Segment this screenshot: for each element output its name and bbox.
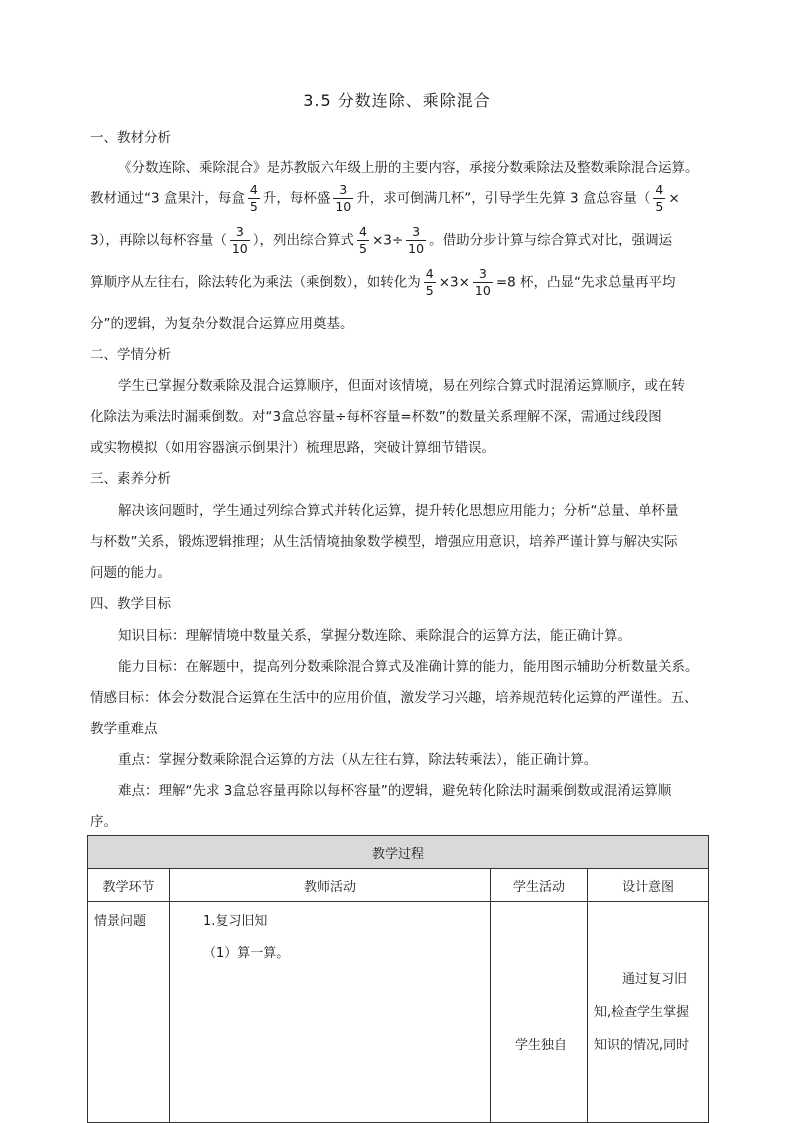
text-fragment: 3），再除以每杯容量（ bbox=[90, 232, 227, 249]
section-heading-materials: 一、教材分析 bbox=[90, 130, 171, 146]
fraction bbox=[230, 224, 250, 257]
intent-text: 知,检查学生掌握 bbox=[594, 1005, 690, 1020]
table-cell-stage bbox=[88, 902, 170, 1123]
paragraph-line: 重点：掌握分数乘除混合运算的方法（从左往右算，除法转乘法），能正确计算。 bbox=[118, 752, 598, 768]
denominator: 10 bbox=[408, 241, 425, 256]
paragraph-line: 化除法为乘法时漏乘倒数。对“3盒总容量÷每杯容量=杯数”的数量关系理解不深，需通过线段图 bbox=[90, 409, 662, 425]
text-fragment: × bbox=[668, 190, 680, 207]
section-heading-goals: 四、教学目标 bbox=[90, 596, 171, 612]
section-heading-literacy: 三、素养分析 bbox=[90, 471, 171, 487]
text-fragment: ×3÷ bbox=[371, 232, 404, 249]
table-caption: 教学过程 bbox=[88, 836, 709, 869]
intent-text: 通过复习旧 bbox=[622, 972, 688, 987]
text-fragment: 算顺序从左往右，除法转化为乘法（乘倒数），如转化为 bbox=[90, 274, 421, 291]
fraction bbox=[653, 182, 665, 215]
paragraph-line: 知识目标：理解情境中数量关系，掌握分数连除、乘除混合的运算方法，能正确计算。 bbox=[118, 628, 631, 644]
numerator: 3 bbox=[406, 224, 426, 241]
paragraph-line: 问题的能力。 bbox=[90, 565, 171, 581]
denominator: 10 bbox=[335, 199, 352, 214]
denominator: 10 bbox=[474, 283, 491, 298]
text-fragment: 升，每杯盛 bbox=[262, 190, 331, 207]
denominator: 5 bbox=[359, 241, 367, 256]
paragraph-line: 或实物模拟（如用容器演示倒果汁）梳理思路，突破计算细节错误。 bbox=[90, 440, 495, 456]
fraction bbox=[357, 224, 369, 257]
column-header: 教学环节 bbox=[88, 869, 170, 902]
paragraph-line: 《分数连除、乘除混合》是苏教版六年级上册的主要内容，承接分数乘除法及整数乘除混合运算。 bbox=[118, 160, 699, 176]
table-cell-teacher bbox=[170, 902, 491, 1123]
fraction bbox=[248, 182, 260, 215]
paragraph-line bbox=[90, 266, 676, 299]
paragraph-line bbox=[90, 182, 680, 215]
table-cell-intent bbox=[588, 902, 709, 1123]
numerator: 3 bbox=[473, 266, 493, 283]
numerator: 4 bbox=[359, 224, 367, 239]
numerator: 3 bbox=[230, 224, 250, 241]
text-fragment: ×3× bbox=[438, 274, 470, 291]
text-fragment: 升，求可倒满几杯”，引导学生先算 3 盒总容量（ bbox=[356, 190, 651, 207]
column-header: 设计意图 bbox=[588, 869, 709, 902]
teacher-text: （1）算一算。 bbox=[203, 946, 290, 961]
numerator: 4 bbox=[655, 182, 664, 197]
text-fragment: =8 杯，凸显“先求总量再平均 bbox=[495, 274, 676, 291]
paragraph-line: 难点：理解“先求 3盒总容量再除以每杯容量”的逻辑，避免转化除法时漏乘倒数或混淆运算顺 bbox=[118, 783, 672, 799]
paragraph-line: 情感目标：体会分数混合运算在生活中的应用价值，激发学习兴趣，培养规范转化运算的严谨性。五、 bbox=[90, 690, 698, 706]
student-text: 学生独自 bbox=[515, 1038, 568, 1053]
teacher-text: 1.复习旧知 bbox=[203, 914, 268, 929]
numerator: 3 bbox=[333, 182, 353, 199]
intent-text: 知识的情况,同时 bbox=[594, 1038, 690, 1053]
fraction bbox=[333, 182, 353, 215]
denominator: 5 bbox=[655, 199, 664, 214]
section-heading-learners: 二、学情分析 bbox=[90, 347, 171, 363]
column-header: 教师活动 bbox=[170, 869, 491, 902]
fraction bbox=[424, 266, 436, 299]
text-fragment: ），列出综合算式 bbox=[252, 232, 354, 249]
column-header: 学生活动 bbox=[491, 869, 588, 902]
paragraph-line: 分”的逻辑，为复杂分数混合运算应用奠基。 bbox=[90, 316, 354, 332]
fraction bbox=[473, 266, 493, 299]
fraction bbox=[406, 224, 426, 257]
paragraph-line: 能力目标：在解题中，提高列分数乘除混合算式及准确计算的能力，能用图示辅助分析数量关系。 bbox=[118, 659, 699, 675]
page-title: 3.5 分数连除、乘除混合 bbox=[303, 91, 491, 110]
paragraph-line: 教学重难点 bbox=[90, 721, 158, 737]
paragraph-line: 学生已掌握分数乘除及混合运算顺序，但面对该情境，易在列综合算式时混淆运算顺序，或在转 bbox=[118, 378, 685, 394]
denominator: 5 bbox=[425, 283, 434, 298]
numerator: 4 bbox=[249, 182, 258, 197]
stage-text: 情景问题 bbox=[94, 914, 147, 929]
paragraph-line bbox=[90, 224, 672, 257]
denominator: 10 bbox=[231, 241, 248, 256]
text-fragment: 教材通过“3 盒果汁，每盒 bbox=[90, 190, 245, 207]
paragraph-line: 解决该问题时，学生通过列综合算式并转化运算，提升转化思想应用能力；分析“总量、单杯量 bbox=[118, 503, 679, 519]
numerator: 4 bbox=[425, 266, 434, 281]
paragraph-line: 序。 bbox=[90, 814, 117, 830]
text-fragment: 。借助分步计算与综合算式对比，强调运 bbox=[429, 232, 673, 249]
denominator: 5 bbox=[249, 199, 258, 214]
teaching-process-table bbox=[87, 835, 709, 1123]
paragraph-line: 与杯数”关系，锻炼逻辑推理；从生活情境抽象数学模型，增强应用意识，培养严谨计算与解决实际 bbox=[90, 534, 678, 550]
table-cell-student bbox=[491, 902, 588, 1123]
